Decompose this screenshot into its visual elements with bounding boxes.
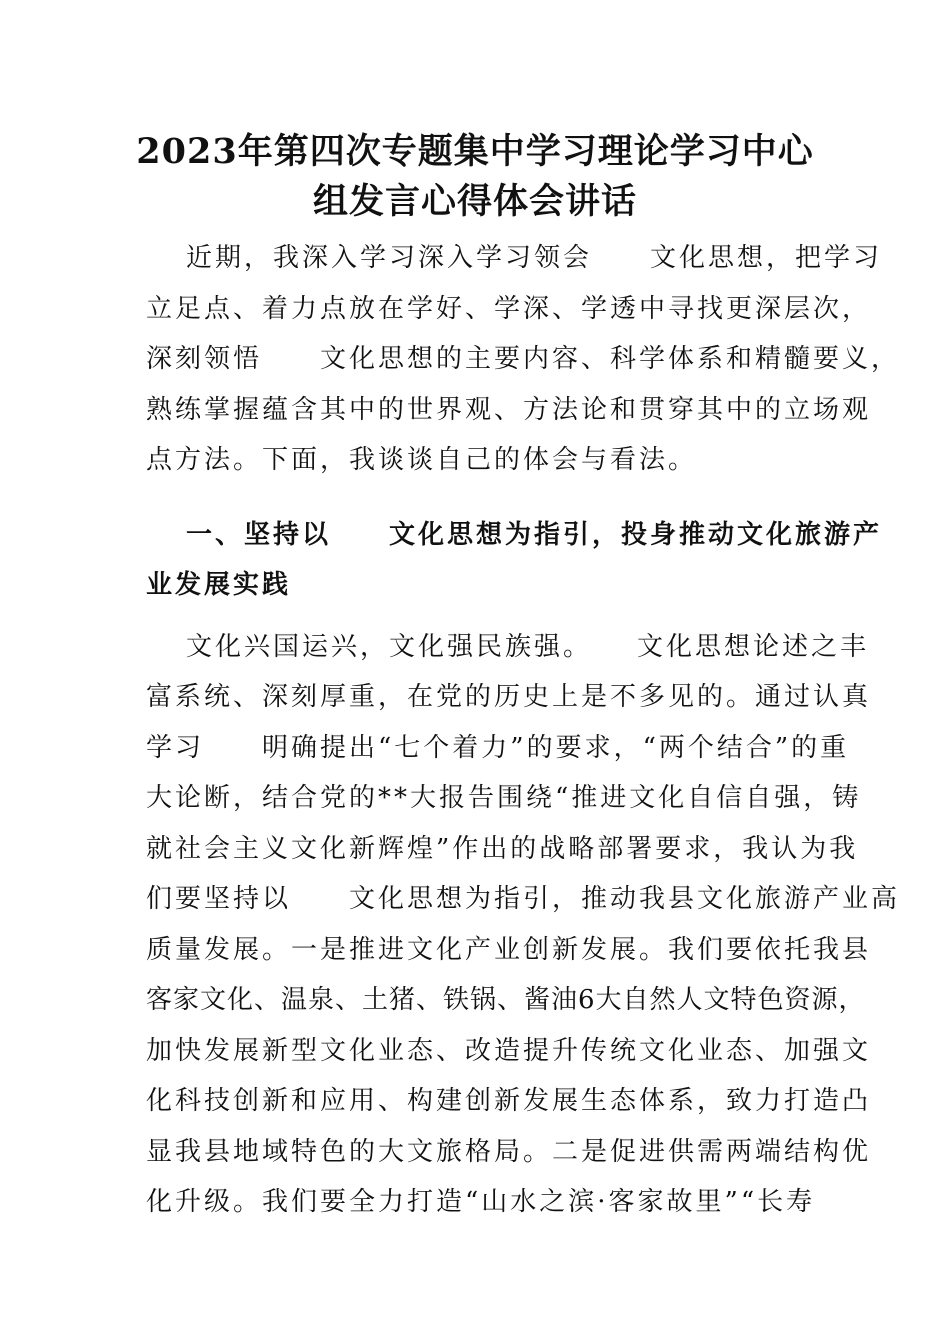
paragraph-1-line-4: 熟练掌握蕴含其中的世界观、方法论和贯穿其中的立场观: [146, 395, 872, 425]
paragraph-2-line-7: 质量发展。一是推进文化产业创新发展。我们要依托我县: [146, 935, 872, 965]
section-1-heading-line-1: 一、坚持以 文化思想为指引，投身推动文化旅游产: [186, 520, 883, 550]
paragraph-2-line-10: 化科技创新和应用、构建创新发展生态体系，致力打造凸: [146, 1086, 872, 1116]
paragraph-2-line-4: 大论断，结合党的**大报告围绕“推进文化自信自强，铸: [146, 783, 862, 813]
document-title-line-2: 组发言心得体会讲话: [312, 181, 637, 222]
paragraph-2-line-6: 们要坚持以 文化思想为指引，推动我县文化旅游产业高: [146, 884, 901, 914]
paragraph-1-line-1: 近期，我深入学习深入学习领会 文化思想，把学习: [186, 243, 883, 273]
paragraph-2-line-12: 化升级。我们要全力打造“山水之滨·客家故里”“长寿: [146, 1187, 816, 1217]
paragraph-2-line-11: 显我县地域特色的大文旅格局。二是促进供需两端结构优: [146, 1137, 872, 1167]
paragraph-1-line-5: 点方法。下面，我谈谈自己的体会与看法。: [146, 445, 698, 475]
paragraph-2-line-8: 客家文化、温泉、土猪、铁锅、酱油6大自然人文特色资源，: [146, 985, 866, 1015]
section-1-heading-line-2: 业发展实践: [146, 570, 292, 600]
paragraph-2-line-2: 富系统、深刻厚重，在党的历史上是不多见的。通过认真: [146, 682, 872, 712]
paragraph-2-line-9: 加快发展新型文化业态、改造提升传统文化业态、加强文: [146, 1036, 872, 1066]
paragraph-2-line-1: 文化兴国运兴，文化强民族强。 文化思想论述之丰: [186, 632, 870, 662]
document-title-line-1: 2023年第四次专题集中学习理论学习中心: [136, 131, 814, 172]
paragraph-2-line-3: 学习 明确提出“七个着力”的要求，“两个结合”的重: [146, 733, 850, 763]
paragraph-1-line-2: 立足点、着力点放在学好、学深、学透中寻找更深层次，: [146, 294, 872, 324]
paragraph-1-line-3: 深刻领悟 文化思想的主要内容、科学体系和精髓要义，: [146, 344, 901, 374]
paragraph-2-line-5: 就社会主义文化新辉煌”作出的战略部署要求，我认为我: [146, 834, 859, 864]
